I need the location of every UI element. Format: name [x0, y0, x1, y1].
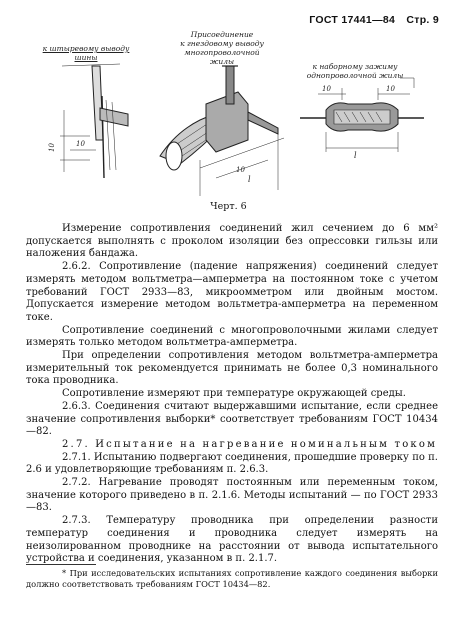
- figure-drawings: [0, 0, 457, 210]
- terminal-block-drawing: [300, 78, 424, 160]
- page-number: Стр. 9: [406, 14, 439, 26]
- figure-6: [0, 0, 457, 210]
- paragraph: При определении сопротивления методом вольтметра-амперметра измерительный ток рекомендуется принимать не более 0,3 номинального тока проводника.: [26, 350, 438, 387]
- standard-number: ГОСТ 17441—84: [309, 14, 396, 26]
- paragraph: 2.7.3. Температуру проводника при определении разности температур соединения и проводника следует измерять на неизолированном проводнике на расстоянии от вывода испытательного устройства и соединения, указанном в п. 2.1.7.: [26, 515, 438, 565]
- socket-terminal-drawing: [160, 66, 284, 196]
- pin-terminal-drawing: [48, 64, 128, 178]
- paragraph: 2.7.1. Испытанию подвергают соединения, прошедшие проверку по п. 2.6 и удовлетворяющие требованиям п. 2.6.3.: [26, 451, 438, 476]
- footnote-text: * При исследовательских испытаниях сопротивление каждого соединения выборки должно соответствовать требованиям ГОСТ 10434—82.: [26, 568, 438, 589]
- figure-label-pin-terminal: к штыревому выводу шины: [42, 44, 130, 62]
- svg-text:10: 10: [236, 166, 245, 174]
- svg-text:10: 10: [48, 143, 56, 152]
- body-text: [26, 223, 438, 566]
- svg-text:10: 10: [386, 85, 395, 93]
- svg-text:10: 10: [76, 140, 85, 148]
- paragraph: 2.6.2. Сопротивление (падение напряжения) соединений следует измерять методом вольтметра—амперметра на постоянном токе с учетом требований ГОСТ 2933—83, микроомметром или двойным мостом. Допускается измерение методом вольтметра-амперметра на переменном токе.: [26, 261, 438, 323]
- svg-text:l: l: [248, 175, 251, 184]
- svg-text:l: l: [354, 151, 357, 160]
- footnote: [26, 568, 438, 589]
- section-heading: 2.7. Испытание на нагревание номинальным током: [62, 438, 438, 450]
- paragraph: Сопротивление измеряют при температуре окружающей среды.: [62, 388, 406, 400]
- footnote-divider: [26, 564, 96, 565]
- paragraph: 2.7.2. Нагревание проводят постоянным или переменным током, значение которого приведено в п. 2.1.6. Методы испытаний — по ГОСТ 2933—83.: [26, 477, 438, 514]
- paragraph: Измерение сопротивления соединений жил сечением до 6 мм² допускается выполнять с проколом изоляции без опрессовки гильзы или наложения бандажа.: [26, 223, 438, 260]
- paragraph: 2.6.3. Соединения считают выдержавшими испытание, если среднее значение сопротивления выборки* соответствует требованиям ГОСТ 10434—82.: [26, 400, 438, 438]
- svg-text:10: 10: [322, 85, 331, 93]
- figure-label-terminal-block: к наборному зажиму однопроволочной жилы: [306, 62, 404, 80]
- paragraph: Сопротивление соединений с многопроволочными жилами следует измерять только методом вольтметра-амперметра.: [26, 324, 438, 349]
- figure-label-socket-terminal: Присоединение к гнездовому выводу многопроволочной жилы: [180, 30, 264, 66]
- figure-caption: Черт. 6: [210, 201, 247, 212]
